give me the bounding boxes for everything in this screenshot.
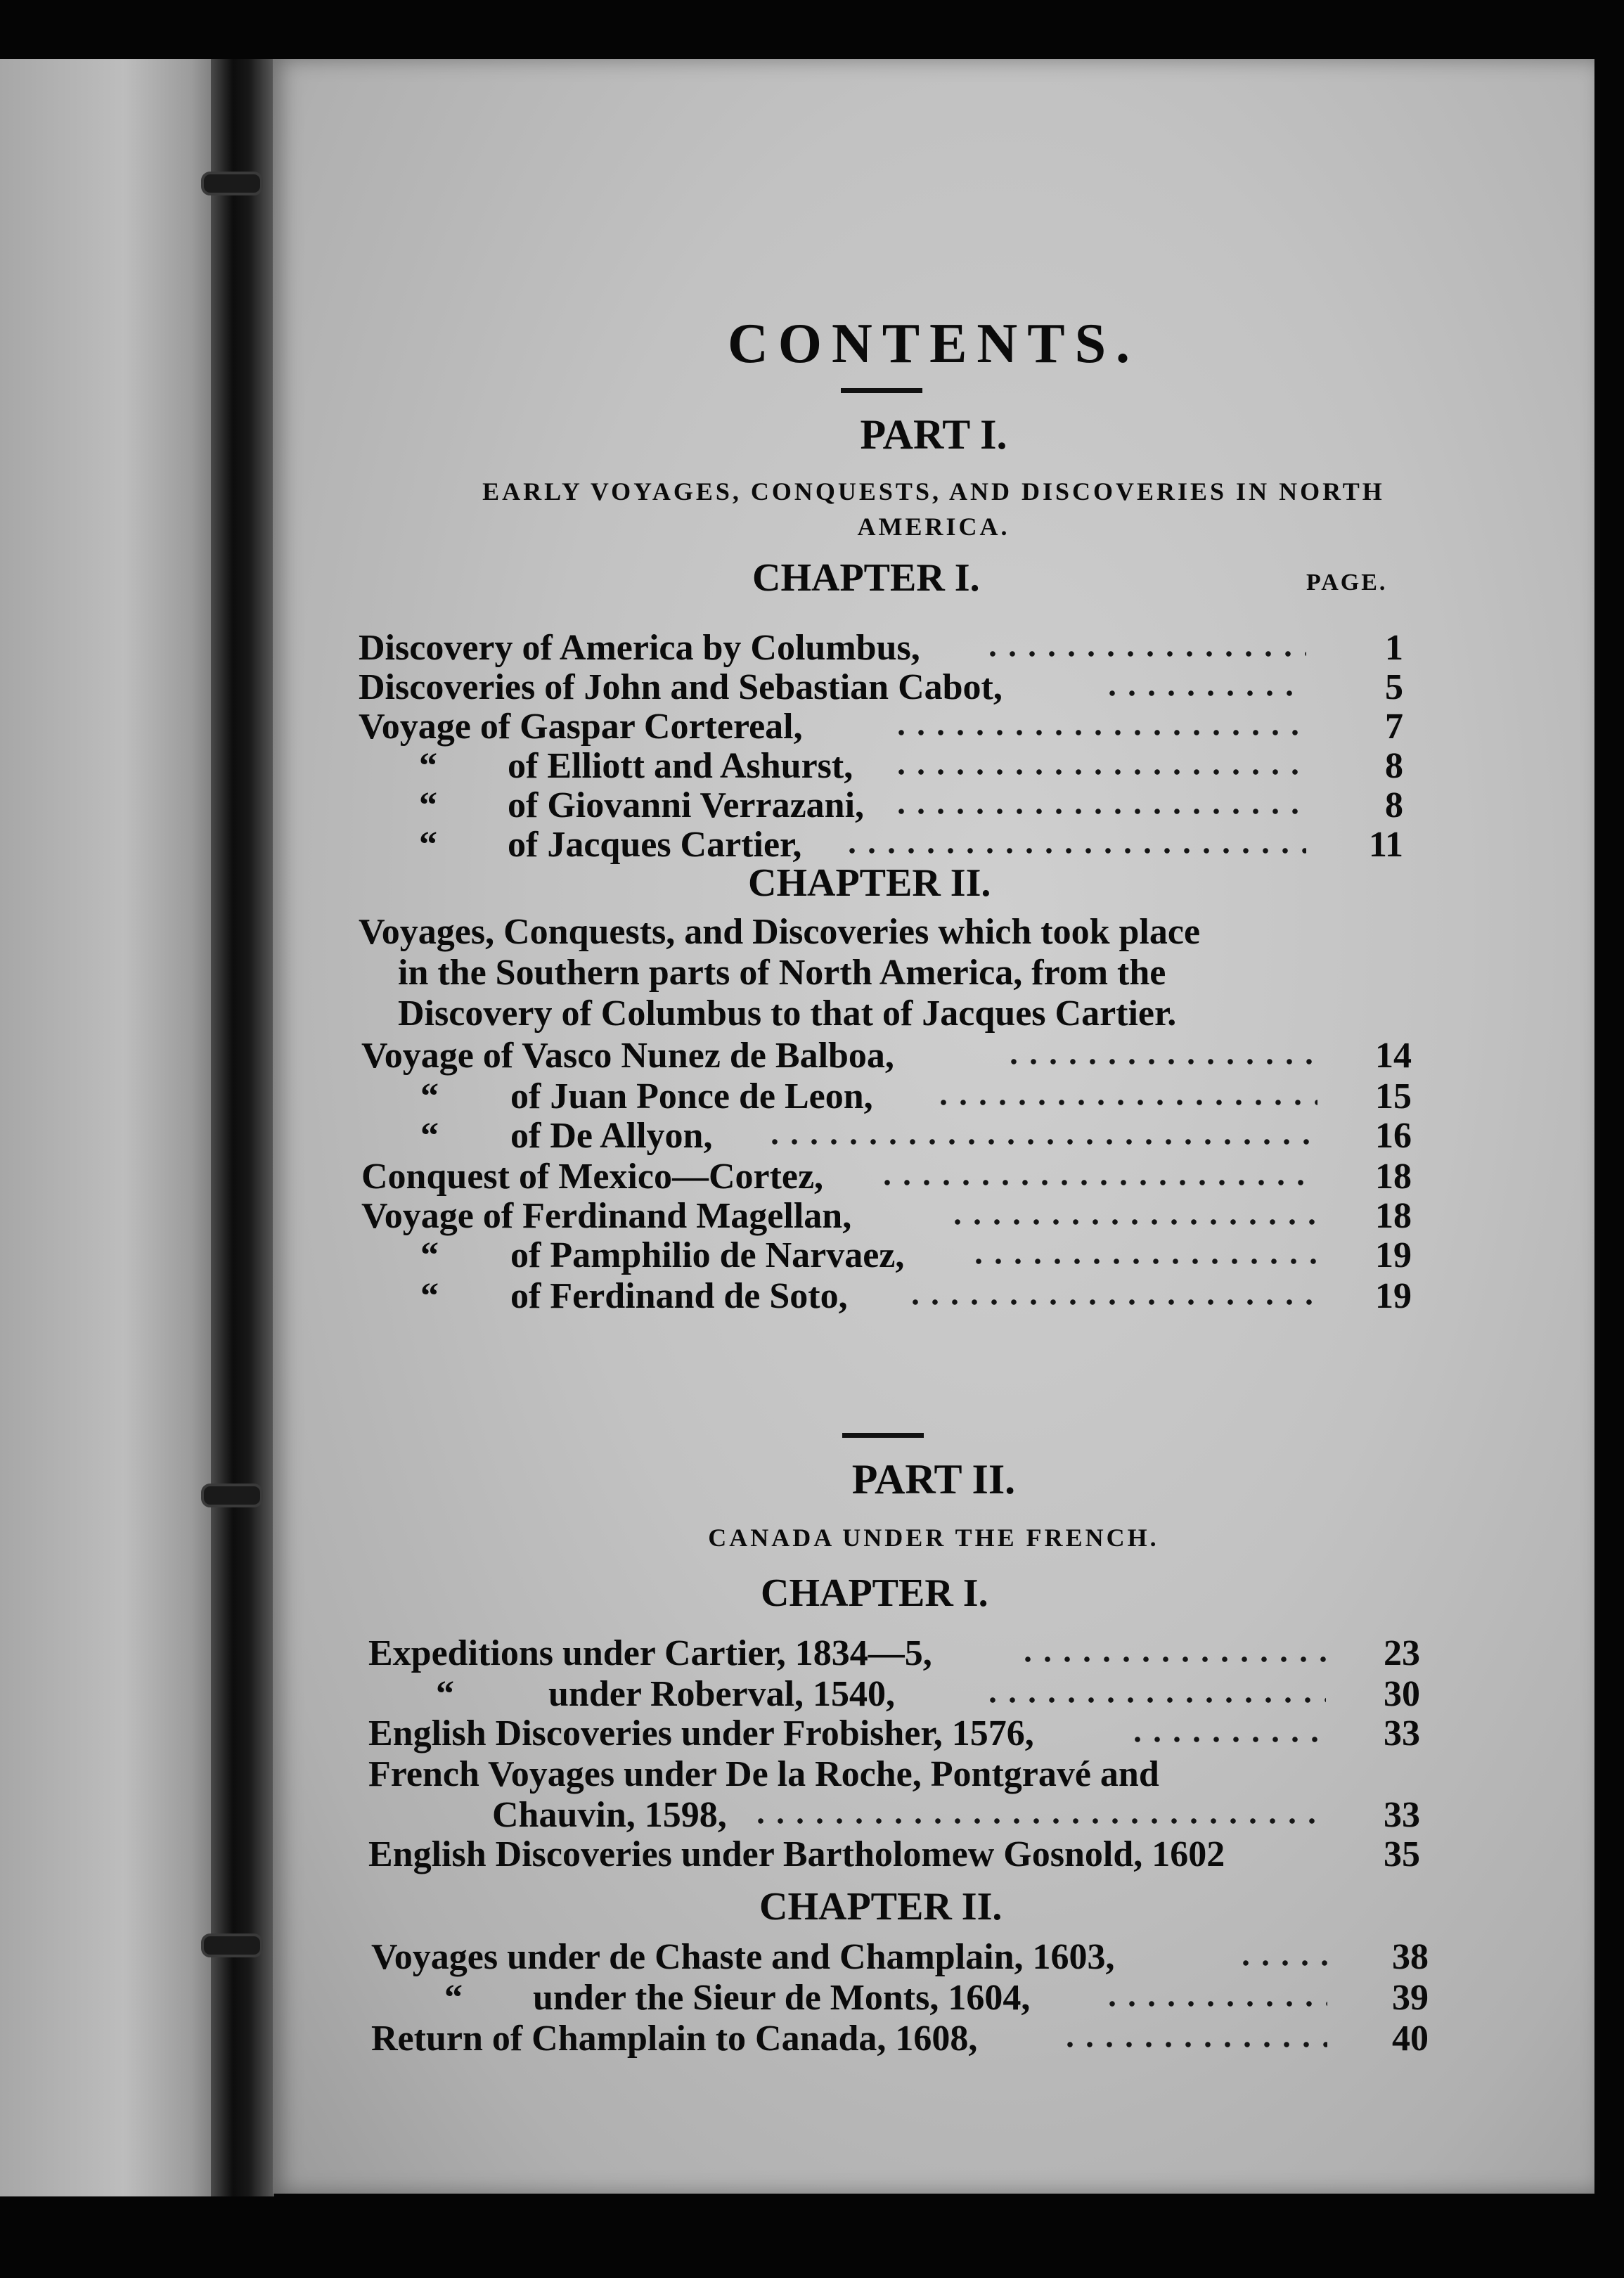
binding-stitch: [201, 1933, 263, 1957]
toc-entry-title: of Juan Ponce de Leon,: [510, 1076, 873, 1117]
toc-entry-title: Voyage of Ferdinand Magellan,: [361, 1196, 852, 1236]
ditto-mark: “: [436, 1674, 454, 1714]
chapter2-intro-line: Voyages, Conquests, and Discoveries which took place: [359, 912, 1201, 952]
leader-dots: [906, 1299, 1317, 1305]
part2-chapter1-heading: CHAPTER I.: [761, 1571, 988, 1615]
toc-entry: [273, 627, 1594, 669]
leader-dots: [891, 730, 1306, 735]
toc-entry-page-number: 33: [1384, 1795, 1420, 1835]
toc-entry-title: of Giovanni Verrazani,: [508, 785, 865, 825]
toc-entry: [273, 706, 1594, 748]
toc-entry-page-number: 8: [1385, 785, 1403, 825]
leader-dots: [983, 1697, 1326, 1703]
leader-dots: [934, 1100, 1317, 1105]
toc-entry: [273, 1673, 1594, 1716]
facing-page-edge: [0, 59, 225, 2196]
toc-entry-title: Voyage of Gaspar Cortereal,: [359, 707, 803, 747]
toc-entry-page-number: 19: [1375, 1276, 1412, 1316]
toc-entry: [273, 1713, 1594, 1755]
leader-dots: [983, 651, 1306, 657]
toc-entry-page-number: 39: [1392, 1978, 1429, 2018]
ditto-mark: “: [444, 1978, 463, 2018]
toc-entry: [273, 1275, 1594, 1318]
ditto-mark: “: [420, 1076, 439, 1117]
toc-entry-title: Conquest of Mexico—Cortez,: [361, 1157, 824, 1197]
leader-dots: [1060, 2042, 1327, 2047]
toc-entry-page-number: 35: [1384, 1834, 1420, 1874]
page-column-label: PAGE.: [1306, 570, 1388, 596]
toc-entry-title: Expeditions under Cartier, 1834—5,: [368, 1633, 932, 1673]
toc-entry: [273, 1235, 1594, 1277]
toc-entry: [273, 1753, 1594, 1796]
leader-dots: [891, 769, 1306, 775]
ditto-mark: “: [420, 1235, 439, 1275]
binding-stitch: [201, 172, 263, 195]
leader-dots: [891, 809, 1306, 814]
toc-entry-title: Chauvin, 1598,: [492, 1795, 727, 1835]
leader-dots: [751, 1818, 1326, 1824]
title-rule: [841, 388, 922, 393]
toc-entry-page-number: 19: [1375, 1235, 1412, 1275]
toc-entry: [273, 1195, 1594, 1237]
chapter2-intro-line: in the Southern parts of North America, from the: [398, 953, 1166, 993]
leader-dots: [877, 1180, 1317, 1185]
leader-dots: [969, 1259, 1317, 1264]
leader-dots: [1128, 1737, 1326, 1742]
leader-dots: [1102, 690, 1306, 696]
toc-entry-title: Discovery of America by Columbus,: [359, 628, 920, 668]
part2-chapter2-heading: CHAPTER II.: [759, 1885, 1003, 1929]
toc-entry-page-number: 15: [1375, 1076, 1412, 1117]
part1-subtitle-cont: AMERICA.: [857, 513, 1010, 541]
toc-entry-title: English Discoveries under Bartholomew Gosnold, 1602: [368, 1834, 1225, 1874]
leader-dots: [1102, 2001, 1327, 2007]
toc-entry-page-number: 14: [1375, 1036, 1412, 1076]
toc-entry-page-number: 18: [1375, 1157, 1412, 1197]
toc-entry-title: of Pamphilio de Narvaez,: [510, 1235, 905, 1275]
toc-entry: [273, 667, 1594, 709]
part1-title: PART I.: [860, 411, 1007, 458]
toc-entry: [273, 1977, 1594, 2019]
toc-entry-title: of De Allyon,: [510, 1116, 713, 1156]
toc-entry-page-number: 33: [1384, 1713, 1420, 1753]
leader-dots: [1236, 1960, 1327, 1966]
part2-title: PART II.: [851, 1456, 1016, 1502]
toc-entry-title: French Voyages under De la Roche, Pontgravé and: [368, 1754, 1159, 1794]
ditto-mark: “: [419, 746, 437, 786]
toc-entry-title: of Elliott and Ashurst,: [508, 746, 853, 786]
part-separator-rule: [842, 1433, 924, 1438]
toc-entry: [273, 1936, 1594, 1978]
toc-entry: [273, 1633, 1594, 1675]
leader-dots: [1004, 1059, 1317, 1064]
toc-entry-title: under the Sieur de Monts, 1604,: [533, 1978, 1031, 2018]
part2-subtitle: CANADA UNDER THE FRENCH.: [708, 1524, 1159, 1552]
toc-entry-page-number: 11: [1368, 825, 1403, 865]
toc-entry-page-number: 30: [1384, 1674, 1420, 1714]
toc-entry: [273, 745, 1594, 787]
toc-entry-page-number: 40: [1392, 2019, 1429, 2059]
toc-entry-page-number: 16: [1375, 1116, 1412, 1156]
toc-entry: [273, 824, 1594, 866]
toc-entry: [273, 1076, 1594, 1118]
toc-entry-title: Voyages under de Chaste and Champlain, 1603,: [371, 1937, 1115, 1977]
toc-entry-page-number: 38: [1392, 1937, 1429, 1977]
leader-dots: [1018, 1656, 1326, 1662]
page-title: CONTENTS.: [727, 313, 1140, 375]
book-gutter: [211, 59, 274, 2196]
toc-entry-title: English Discoveries under Frobisher, 1576,: [368, 1713, 1034, 1753]
leader-dots: [765, 1139, 1317, 1145]
toc-entry-title: Voyage of Vasco Nunez de Balboa,: [361, 1036, 894, 1076]
part1-chapter1-heading: CHAPTER I.: [752, 556, 980, 600]
leader-dots: [842, 848, 1306, 854]
toc-entry: [273, 1156, 1594, 1198]
toc-entry-page-number: 8: [1385, 746, 1403, 786]
ditto-mark: “: [420, 1276, 439, 1316]
toc-entry-title: of Jacques Cartier,: [508, 825, 802, 865]
part1-chapter2-heading: CHAPTER II.: [748, 861, 991, 905]
toc-entry: [273, 1794, 1594, 1836]
toc-entry-page-number: 23: [1384, 1633, 1420, 1673]
part1-subtitle: EARLY VOYAGES, CONQUESTS, AND DISCOVERIES IN NORTH: [482, 477, 1385, 506]
toc-entry: [273, 1115, 1594, 1157]
toc-entry: [273, 785, 1594, 827]
ditto-mark: “: [419, 825, 437, 865]
toc-entry-title: of Ferdinand de Soto,: [510, 1276, 848, 1316]
toc-entry-title: Discoveries of John and Sebastian Cabot,: [359, 667, 1003, 707]
toc-entry-page-number: 18: [1375, 1196, 1412, 1236]
binding-stitch: [201, 1484, 263, 1507]
leader-dots: [948, 1219, 1317, 1225]
ditto-mark: “: [420, 1116, 439, 1156]
contents-page: [273, 59, 1594, 2194]
toc-entry-page-number: 1: [1385, 628, 1403, 668]
toc-entry-page-number: 5: [1385, 667, 1403, 707]
toc-entry-title: under Roberval, 1540,: [548, 1674, 896, 1714]
chapter2-intro-line: Discovery of Columbus to that of Jacques Cartier.: [398, 993, 1177, 1034]
toc-entry-page-number: 7: [1385, 707, 1403, 747]
toc-entry-title: Return of Champlain to Canada, 1608,: [371, 2019, 978, 2059]
toc-entry: [273, 2018, 1594, 2060]
ditto-mark: “: [419, 785, 437, 825]
toc-entry: [273, 1834, 1594, 1876]
toc-entry: [273, 1035, 1594, 1077]
